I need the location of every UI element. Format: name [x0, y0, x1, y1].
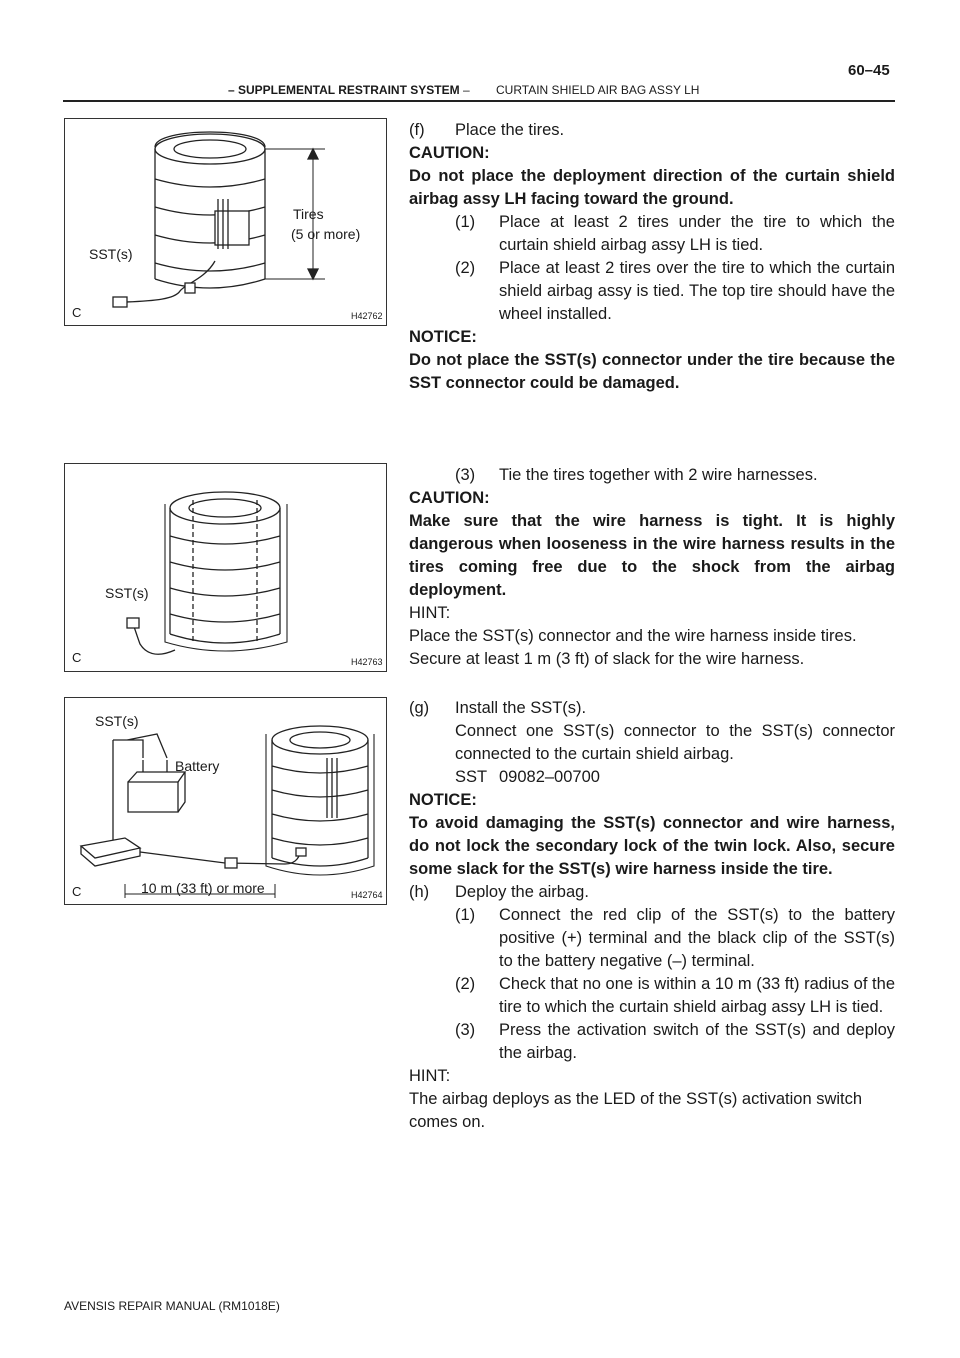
label-sst: SST(s) — [95, 713, 139, 729]
figure-corner-letter: C — [72, 650, 82, 665]
notice-text: Do not place the SST(s) connector under the tire because the SST connector could be damaged. — [409, 351, 895, 392]
substep-number: (1) — [455, 213, 476, 231]
step-h — [409, 881, 895, 904]
step-text: Place the tires. — [455, 121, 565, 139]
notice-text: To avoid damaging the SST(s) connector and wire harness, do not lock the secondary lock of the twin lock. Also, secure some slack for the SST(s) wire harness inside the tire. — [409, 814, 895, 878]
step-number: (g) — [409, 699, 430, 717]
manual-footer: AVENSIS REPAIR MANUAL (RM1018E) — [64, 1299, 280, 1313]
hint-label: HINT: — [409, 604, 451, 622]
substep-text: Check that no one is within a 10 m (33 ft) radius of the tire to which the curtain shield airbag assy LH is tied. — [499, 975, 895, 1016]
step-text: Deploy the airbag. — [455, 883, 589, 901]
label-tires: Tires — [293, 206, 324, 222]
topic-title: CURTAIN SHIELD AIR BAG ASSY LH — [496, 83, 700, 97]
label-sst: SST(s) — [105, 585, 149, 601]
section-title: – SUPPLEMENTAL RESTRAINT SYSTEM — [228, 83, 460, 97]
step-g — [409, 697, 895, 720]
header-rule — [63, 100, 895, 102]
figure-id: H42764 — [351, 890, 383, 900]
caution-label: CAUTION: — [409, 144, 490, 162]
substep-h3 — [409, 1019, 895, 1065]
tire-stack-illustration — [65, 119, 388, 327]
figure-corner-letter: C — [72, 884, 82, 899]
sst-line — [409, 766, 895, 789]
caution-label: CAUTION: — [409, 489, 490, 507]
notice-label: NOTICE: — [409, 328, 477, 346]
label-distance: 10 m (33 ft) or more — [141, 880, 265, 896]
figure-id: H42762 — [351, 311, 383, 321]
section-place-tires — [409, 119, 895, 395]
sst-label: SST — [455, 768, 488, 786]
page-number: 60–45 — [848, 62, 890, 79]
label-tires-count: (5 or more) — [291, 226, 361, 242]
hint-text: The airbag deploys as the LED of the SST(s) activation switch comes on. — [409, 1090, 863, 1131]
hint-text: Place the SST(s) connector and the wire harness inside tires. Secure at least 1 m (3 ft) of slack for the wire harness. — [409, 627, 857, 668]
figure-sst-install — [64, 697, 387, 905]
header-separator: – — [463, 83, 470, 97]
sst-number: 09082–00700 — [499, 768, 600, 786]
caution-text: Make sure that the wire harness is tight. It is highly dangerous when looseness in the wire harness results in the tires coming free due to the shock from the airbag deployment. — [409, 512, 895, 599]
substep-number: (3) — [455, 1021, 476, 1039]
step-detail: Connect one SST(s) connector to the SST(s) connector connected to the curtain shield airbag. — [455, 722, 895, 763]
substep-number: (2) — [455, 259, 476, 277]
hint-label: HINT: — [409, 1067, 451, 1085]
substep-text: Connect the red clip of the SST(s) to the battery positive (+) terminal and the black clip of the SST(s) to the battery negative (–) terminal. — [499, 906, 895, 970]
substep-text: Place at least 2 tires under the tire to which the curtain shield airbag assy LH is tied. — [499, 213, 895, 254]
step-f — [409, 119, 895, 142]
figure-corner-letter: C — [72, 305, 82, 320]
substep-3 — [409, 464, 895, 487]
step-number: (h) — [409, 883, 430, 901]
substep-number: (2) — [455, 975, 476, 993]
section-tie-tires — [409, 464, 895, 671]
figure-tire-stack — [64, 118, 387, 326]
step-text: Install the SST(s). — [455, 699, 587, 717]
substep-h2 — [409, 973, 895, 1019]
substep-text: Press the activation switch of the SST(s) and deploy the airbag. — [499, 1021, 895, 1062]
substep-text: Place at least 2 tires over the tire to which the curtain shield airbag assy is tied. The top tire should have the wheel installed. — [499, 259, 895, 323]
notice-label: NOTICE: — [409, 791, 477, 809]
figure-id: H42763 — [351, 657, 383, 667]
substep-1 — [409, 211, 895, 257]
substep-number: (3) — [455, 466, 476, 484]
section-install-sst — [409, 697, 895, 1134]
figure-tied-tires — [64, 463, 387, 672]
label-sst: SST(s) — [89, 246, 133, 262]
substep-number: (1) — [455, 906, 476, 924]
substep-2 — [409, 257, 895, 326]
label-battery: Battery — [175, 758, 220, 774]
caution-text: Do not place the deployment direction of the curtain shield airbag assy LH facing toward the ground. — [409, 167, 895, 208]
tied-tires-illustration — [65, 464, 388, 673]
substep-h1 — [409, 904, 895, 973]
step-number: (f) — [409, 121, 425, 139]
substep-text: Tie the tires together with 2 wire harnesses. — [499, 466, 818, 484]
